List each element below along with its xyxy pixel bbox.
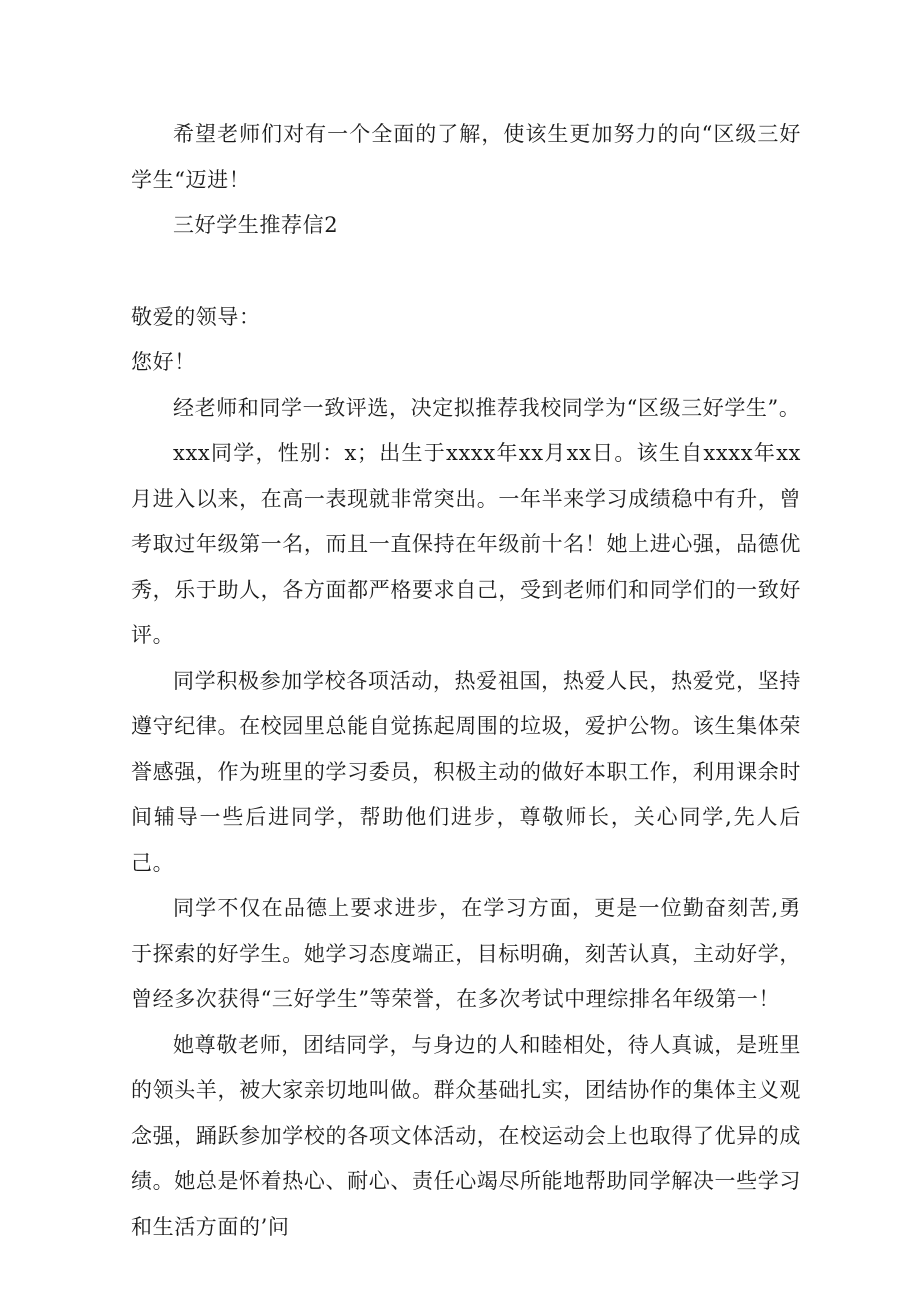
blank-line [131, 249, 801, 295]
closing-paragraph: 希望老师们对有一个全面的了解，使该生更加努力的向“区级三好学生“迈进！ [131, 122, 801, 192]
document-body [131, 112, 801, 1250]
character-paragraph: 她尊敬老师，团结同学，与身边的人和睦相处，待人真诚，是班里的领头羊，被大家亲切地叫做。群众基础扎实，团结协作的集体主义观念强，踊跃参加学校的各项文体活动，在校运动会上也取得了优异的成绩。她总是怀着热心、耐心、责任心竭尽所能地帮助同学解决一些学习和生活方面的’问 [131, 1032, 801, 1239]
student-info-paragraph: xxx同学，性别：x；出生于xxxx年xx月xx日。该生自xxxx年xx月进入以来，在高一表现就非常突出。一年半来学习成绩稳中有升，曾考取过年级第一名，而且一直保持在年级前十名！她上进心强，品德优秀，乐于助人，各方面都严格要求自己，受到老师们和同学们的一致好评。 [131, 441, 801, 647]
activities-paragraph: 同学积极参加学校各项活动，热爱祖国，热爱人民，热爱党，坚持遵守纪律。在校园里总能自觉拣起周围的垃圾，爱护公物。该生集体荣誉感强，作为班里的学习委员，积极主动的做好本职工作，利用课余时间辅导一些后进同学，帮助他们进步，尊敬师长，关心同学,先人后己。 [131, 668, 801, 875]
greeting: 您好！ [131, 350, 196, 374]
study-paragraph: 同学不仅在品德上要求进步，在学习方面，更是一位勤奋刻苦,勇于探索的好学生。她学习态度端正，目标明确，刻苦认真，主动好学，曾经多次获得“三好学生”等荣誉，在多次考试中理综排名年级第一！ [131, 896, 801, 1011]
salutation: 敬爱的领导： [131, 304, 261, 329]
letter-heading: 三好学生推荐信2 [173, 213, 339, 237]
intro-paragraph: 经老师和同学一致评选，决定拟推荐我校同学为“区级三好学生”。 [173, 395, 801, 420]
